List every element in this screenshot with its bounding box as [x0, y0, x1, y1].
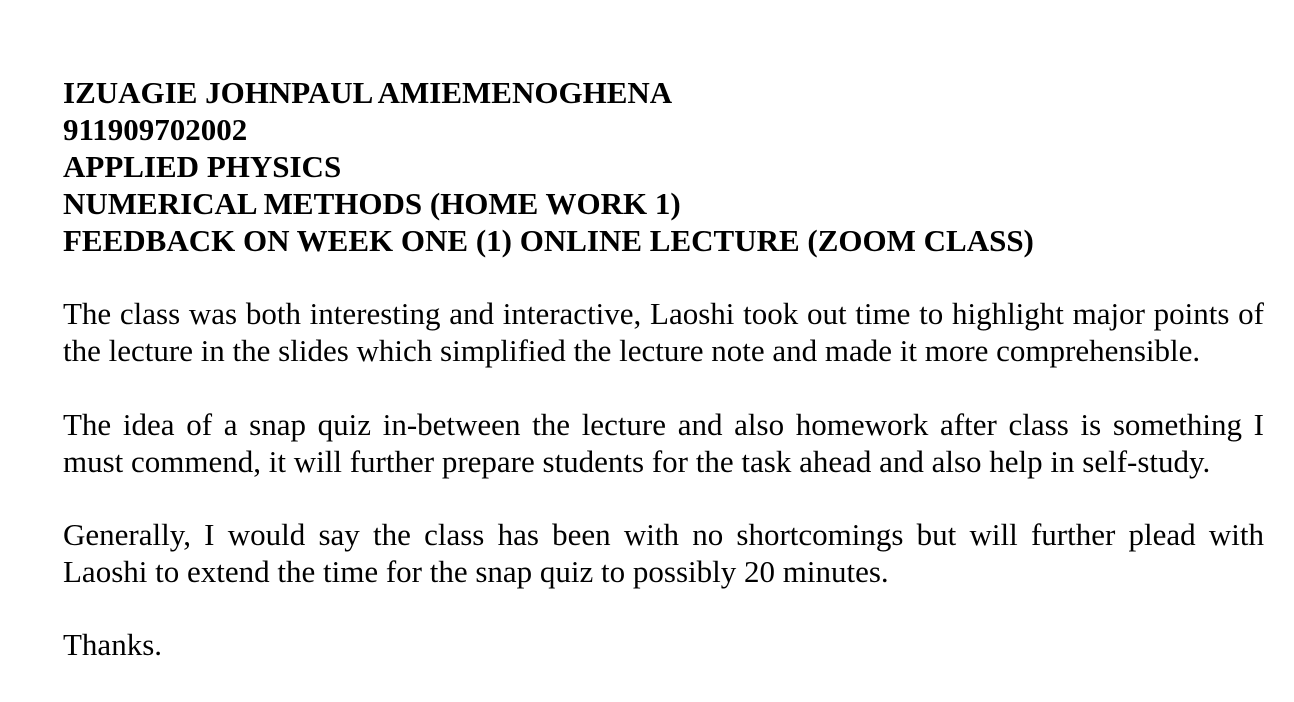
document-subject: FEEDBACK ON WEEK ONE (1) ONLINE LECTURE (ZOOM CLASS)	[63, 223, 1034, 258]
body-paragraph-2: The idea of a snap quiz in-between the lecture and also homework after class is something I must commend, it will further prepare students for the task ahead and also help in self-study.	[63, 407, 1264, 479]
course-title: NUMERICAL METHODS (HOME WORK 1)	[63, 186, 681, 221]
document-header	[63, 74, 1264, 259]
student-id: 911909702002	[63, 112, 248, 147]
closing-text: Thanks.	[63, 627, 163, 662]
body-paragraph-1: The class was both interesting and interactive, Laoshi took out time to highlight major points of the lecture in the slides which simplified the lecture note and made it more comprehensible.	[63, 296, 1264, 368]
body-paragraph-3: Generally, I would say the class has been with no shortcomings but will further plead with Laoshi to extend the time for the snap quiz to possibly 20 minutes.	[63, 517, 1264, 589]
department: APPLIED PHYSICS	[63, 149, 342, 184]
student-name: IZUAGIE JOHNPAUL AMIEMENOGHENA	[63, 75, 673, 110]
document-page	[63, 74, 1264, 663]
